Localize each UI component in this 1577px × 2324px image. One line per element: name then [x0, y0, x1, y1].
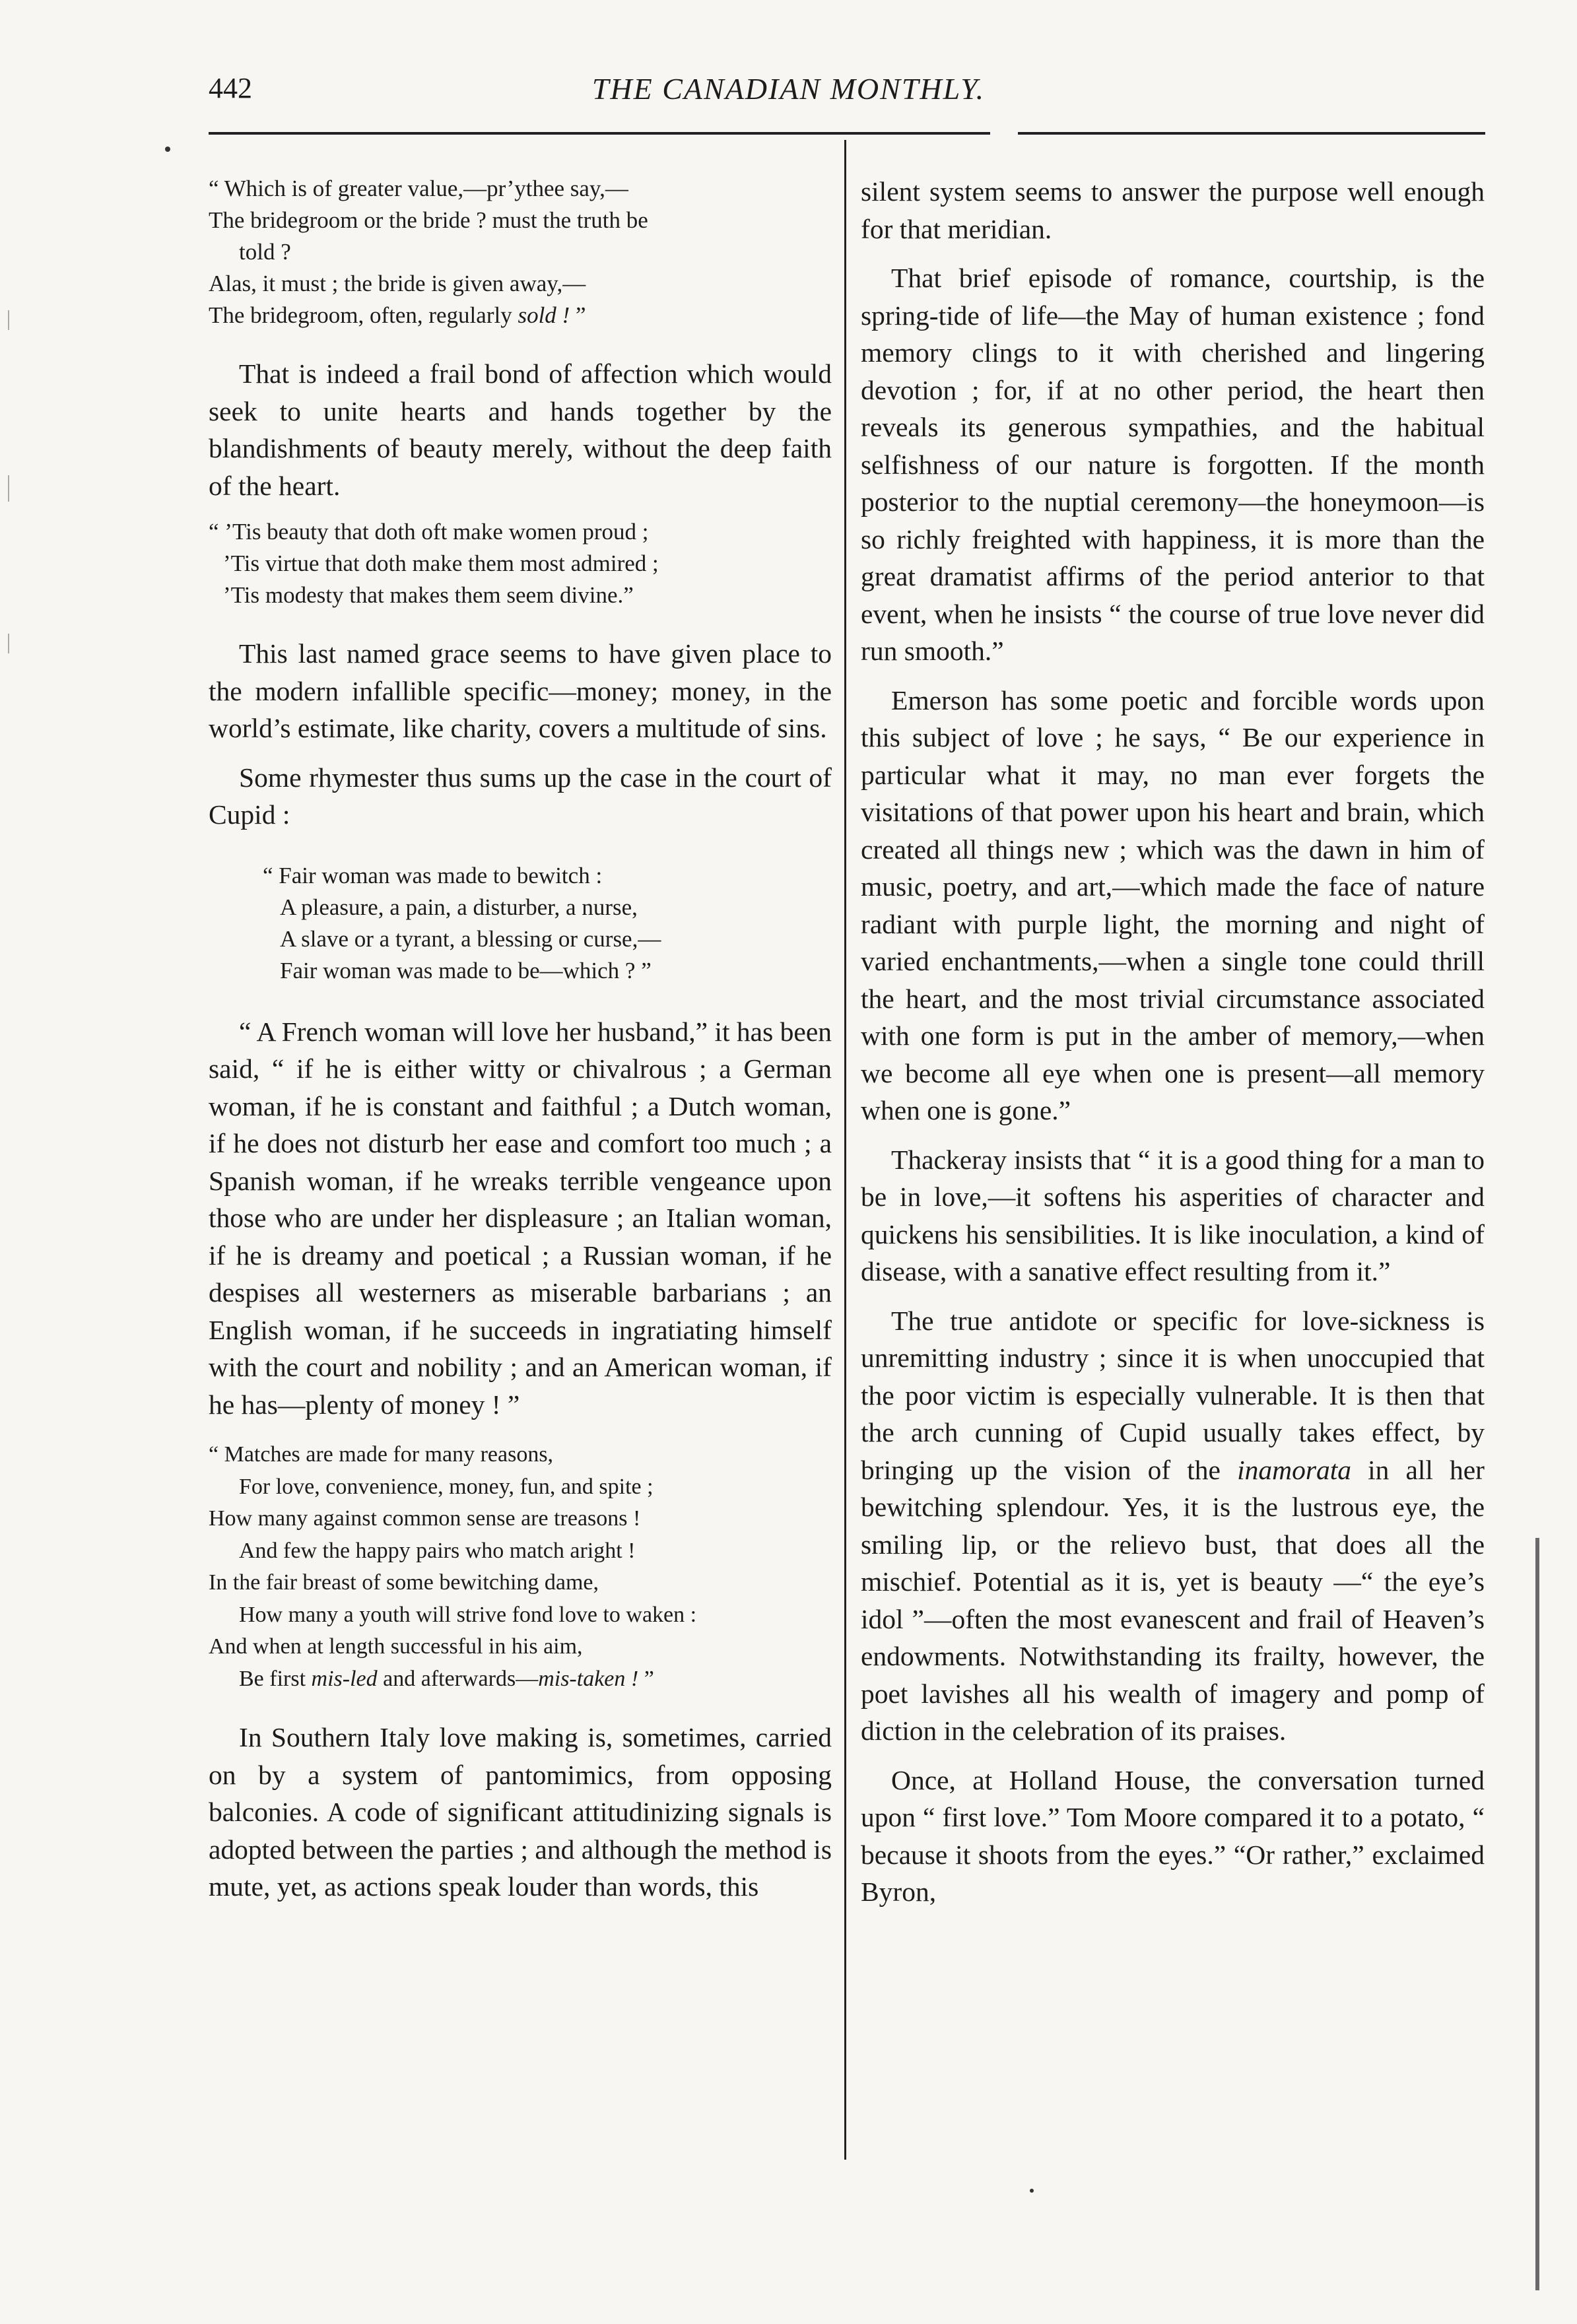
verse-line: Be first mis-led and afterwards—mis-taken ! ” — [239, 1666, 654, 1691]
margin-mark — [8, 475, 9, 502]
paragraph: Once, at Holland House, the conversation turned upon “ first love.” Tom Moore compared it to a potato, “ because it shoots from the eyes.” “Or rather,” exclaimed Byron, — [861, 1764, 1485, 1907]
paragraph: “ A French woman will love her husband,” it has been said, “ if he is either witty or chivalrous ; a German woman, if he is constant and faithful ; a Dutch woman, if he does not disturb her ease and comfort too much ; a Spanish woman, if he wreaks terrible vengeance upon those who are under her displeasure ; an Italian woman, if he is dreamy and poetical ; a Russian woman, if he despises all westerners as miserable barbarians ; an English woman, if he succeeds in ingratiating himself with the court and nobility ; and an American woman, if he has—plenty of money ! ” — [209, 1016, 832, 1420]
margin-dot — [165, 147, 170, 152]
paragraph: That is indeed a frail bond of affection which would seek to unite hearts and hands together by the blandishments of beauty merely, without the deep faith of the heart. — [209, 358, 832, 501]
margin-mark — [8, 634, 9, 653]
verse-line: How many against common sense are treasons ! — [209, 1506, 641, 1531]
verse-line: A pleasure, a pain, a disturber, a nurse, — [280, 894, 638, 920]
paragraph: Some rhymester thus sums up the case in the court of Cupid : — [209, 762, 832, 830]
verse-line: “ Matches are made for many reasons, — [209, 1442, 554, 1467]
paragraph: In Southern Italy love making is, sometimes, carried on by a system of pantomimics, from opposing balconies. A code of significant attitudinizing signals is adopted between the parties ; and although the method is mute, yet, as actions speak louder than words, this — [209, 1722, 832, 1902]
verse-matches — [209, 1439, 832, 1695]
paragraph: That brief episode of romance, courtship, is the spring-tide of life—the May of human existence ; fond memory clings to it with cherished and lingering devotion ; for, if at no other period, the heart then reveals its generous sympathies, and the habitual selfishness of our nature is forgotten. If the month posterior to the nuptial ceremony—the honeymoon—is so richly freighted with happiness, it is more than the great dramatist affirms of the period anterior to that event, when he insists “ the course of true love never did run smooth.” — [861, 263, 1485, 666]
verse-line: Fair woman was made to be—which ? ” — [280, 957, 652, 983]
column-divider — [844, 140, 846, 2160]
verse-line: Alas, it must ; the bride is given away,— — [209, 271, 586, 296]
verse-line: How many a youth will strive fond love to waken : — [239, 1602, 697, 1627]
page-number: 442 — [209, 72, 252, 104]
page-header — [0, 71, 1577, 124]
verse-line: The bridegroom or the bride ? must the truth be — [209, 207, 648, 233]
header-rule-right — [1018, 132, 1485, 135]
paragraph: Thackeray insists that “ it is a good thing for a man to be in love,—it softens his asperities of character and quickens his sensibilities. It is like inoculation, a kind of disease, with a sanative effect resulting from it.” — [861, 1144, 1485, 1286]
verse-line: told ? — [239, 239, 291, 265]
verse-beauty — [209, 516, 832, 611]
paragraph: silent system seems to answer the purpose well enough for that meridian. — [861, 176, 1485, 244]
verse-line: And few the happy pairs who match aright ! — [239, 1538, 636, 1563]
header-rule-left — [209, 132, 990, 135]
running-title: THE CANADIAN MONTHLY. — [591, 72, 986, 106]
verse-line: In the fair breast of some bewitching dame, — [209, 1570, 599, 1595]
verse-line: For love, convenience, money, fun, and spite ; — [239, 1474, 654, 1499]
paragraph: Emerson has some poetic and forcible words upon this subject of love ; he says, “ Be our experience in particular what it may, no man ever forgets the visitations of that power upon his heart and brain, which created all things new ; which was the dawn in him of music, poetry, and art,—which made the face of nature radiant with purple light, the morning and night of varied enchantments,—when a single tone could thrill the heart, and the most trivial circumstance associated with one form is put in the amber of memory,—when we become all eye when one is present—all memory when one is gone.” — [861, 684, 1485, 1125]
verse-line: The bridegroom, often, regularly sold ! ” — [209, 302, 586, 328]
verse-value — [209, 173, 832, 331]
verse-line: ’Tis modesty that makes them seem divine.” — [223, 582, 634, 608]
verse-line: “ Fair woman was made to bewitch : — [263, 862, 603, 888]
verse-line: And when at length successful in his aim, — [209, 1634, 583, 1659]
verse-fair-woman — [209, 860, 832, 987]
left-column — [209, 173, 832, 1917]
margin-mark — [8, 310, 9, 330]
verse-line: “ Which is of greater value,—pr’ythee say,— — [209, 176, 628, 201]
bottom-dot — [1030, 2189, 1034, 2193]
binding-edge — [1535, 1538, 1539, 2290]
right-column — [861, 173, 1485, 1923]
verse-line: ’Tis virtue that doth make them most admired ; — [223, 550, 659, 576]
paragraph: The true antidote or specific for love-sickness is unremitting industry ; since it is when unoccupied that the poor victim is especially vulnerable. It is then that the arch cunning of Cupid usually takes effect, by bringing up the vision of the inamorata in all her bewitching splendour. Yes, it is the lustrous eye, the smiling lip, or the relievo bust, that does all the mischief. Potential as it is, yet is beauty —“ the eye’s idol ”—often the most evanescent and frail of Heaven’s endowments. Notwithstanding its frailty, however, the poet lavishes all his wealth of imagery and pomp of diction in the celebration of its praises. — [861, 1305, 1485, 1746]
verse-line: “ ’Tis beauty that doth oft make women proud ; — [209, 519, 649, 545]
paragraph: This last named grace seems to have given place to the modern infallible specific—money; money, in the world’s estimate, like charity, covers a multitude of sins. — [209, 638, 832, 743]
verse-line: A slave or a tyrant, a blessing or curse,— — [280, 925, 661, 952]
